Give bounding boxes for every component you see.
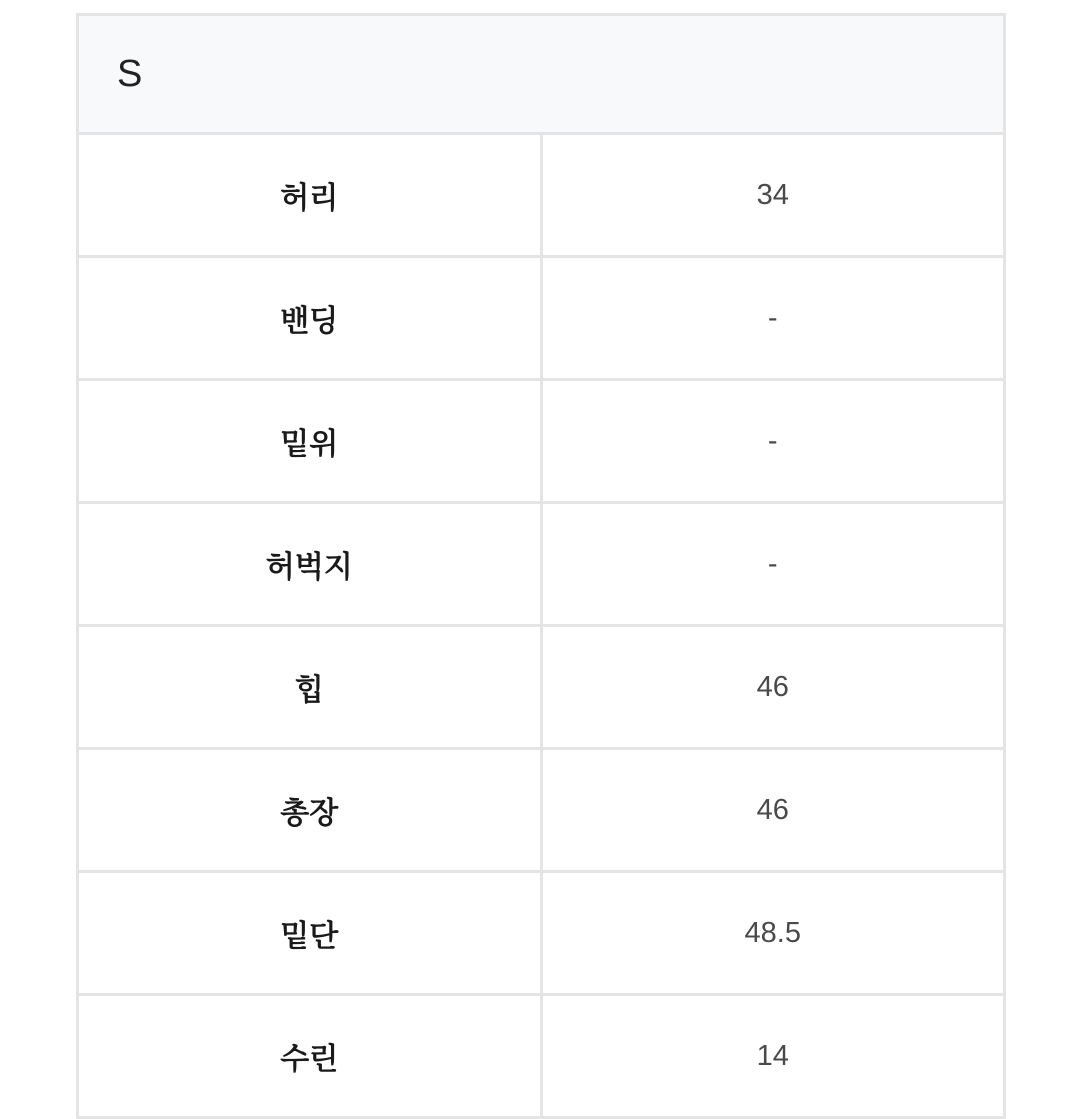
row-label: 총장 — [78, 749, 542, 872]
row-value: 46 — [541, 626, 1005, 749]
size-header-row — [78, 15, 1005, 134]
row-label: 밑위 — [78, 380, 542, 503]
table-row-hip — [78, 626, 1005, 749]
row-value: 46 — [541, 749, 1005, 872]
table-row-rise — [78, 380, 1005, 503]
row-value: 48.5 — [541, 872, 1005, 995]
row-label: 수린 — [78, 995, 542, 1118]
table-row-waist — [78, 134, 1005, 257]
row-value: 34 — [541, 134, 1005, 257]
row-label: 힙 — [78, 626, 542, 749]
table-row-total-length — [78, 749, 1005, 872]
row-value: - — [541, 380, 1005, 503]
table-row-banding — [78, 257, 1005, 380]
row-value: - — [541, 503, 1005, 626]
row-label: 밑단 — [78, 872, 542, 995]
row-label: 허리 — [78, 134, 542, 257]
row-label: 밴딩 — [78, 257, 542, 380]
table-row-extra — [78, 995, 1005, 1118]
size-chart-table — [76, 13, 1006, 1119]
size-header: S — [78, 15, 1005, 134]
row-value: 14 — [541, 995, 1005, 1118]
table-row-thigh — [78, 503, 1005, 626]
row-label: 허벅지 — [78, 503, 542, 626]
table-row-hem — [78, 872, 1005, 995]
row-value: - — [541, 257, 1005, 380]
